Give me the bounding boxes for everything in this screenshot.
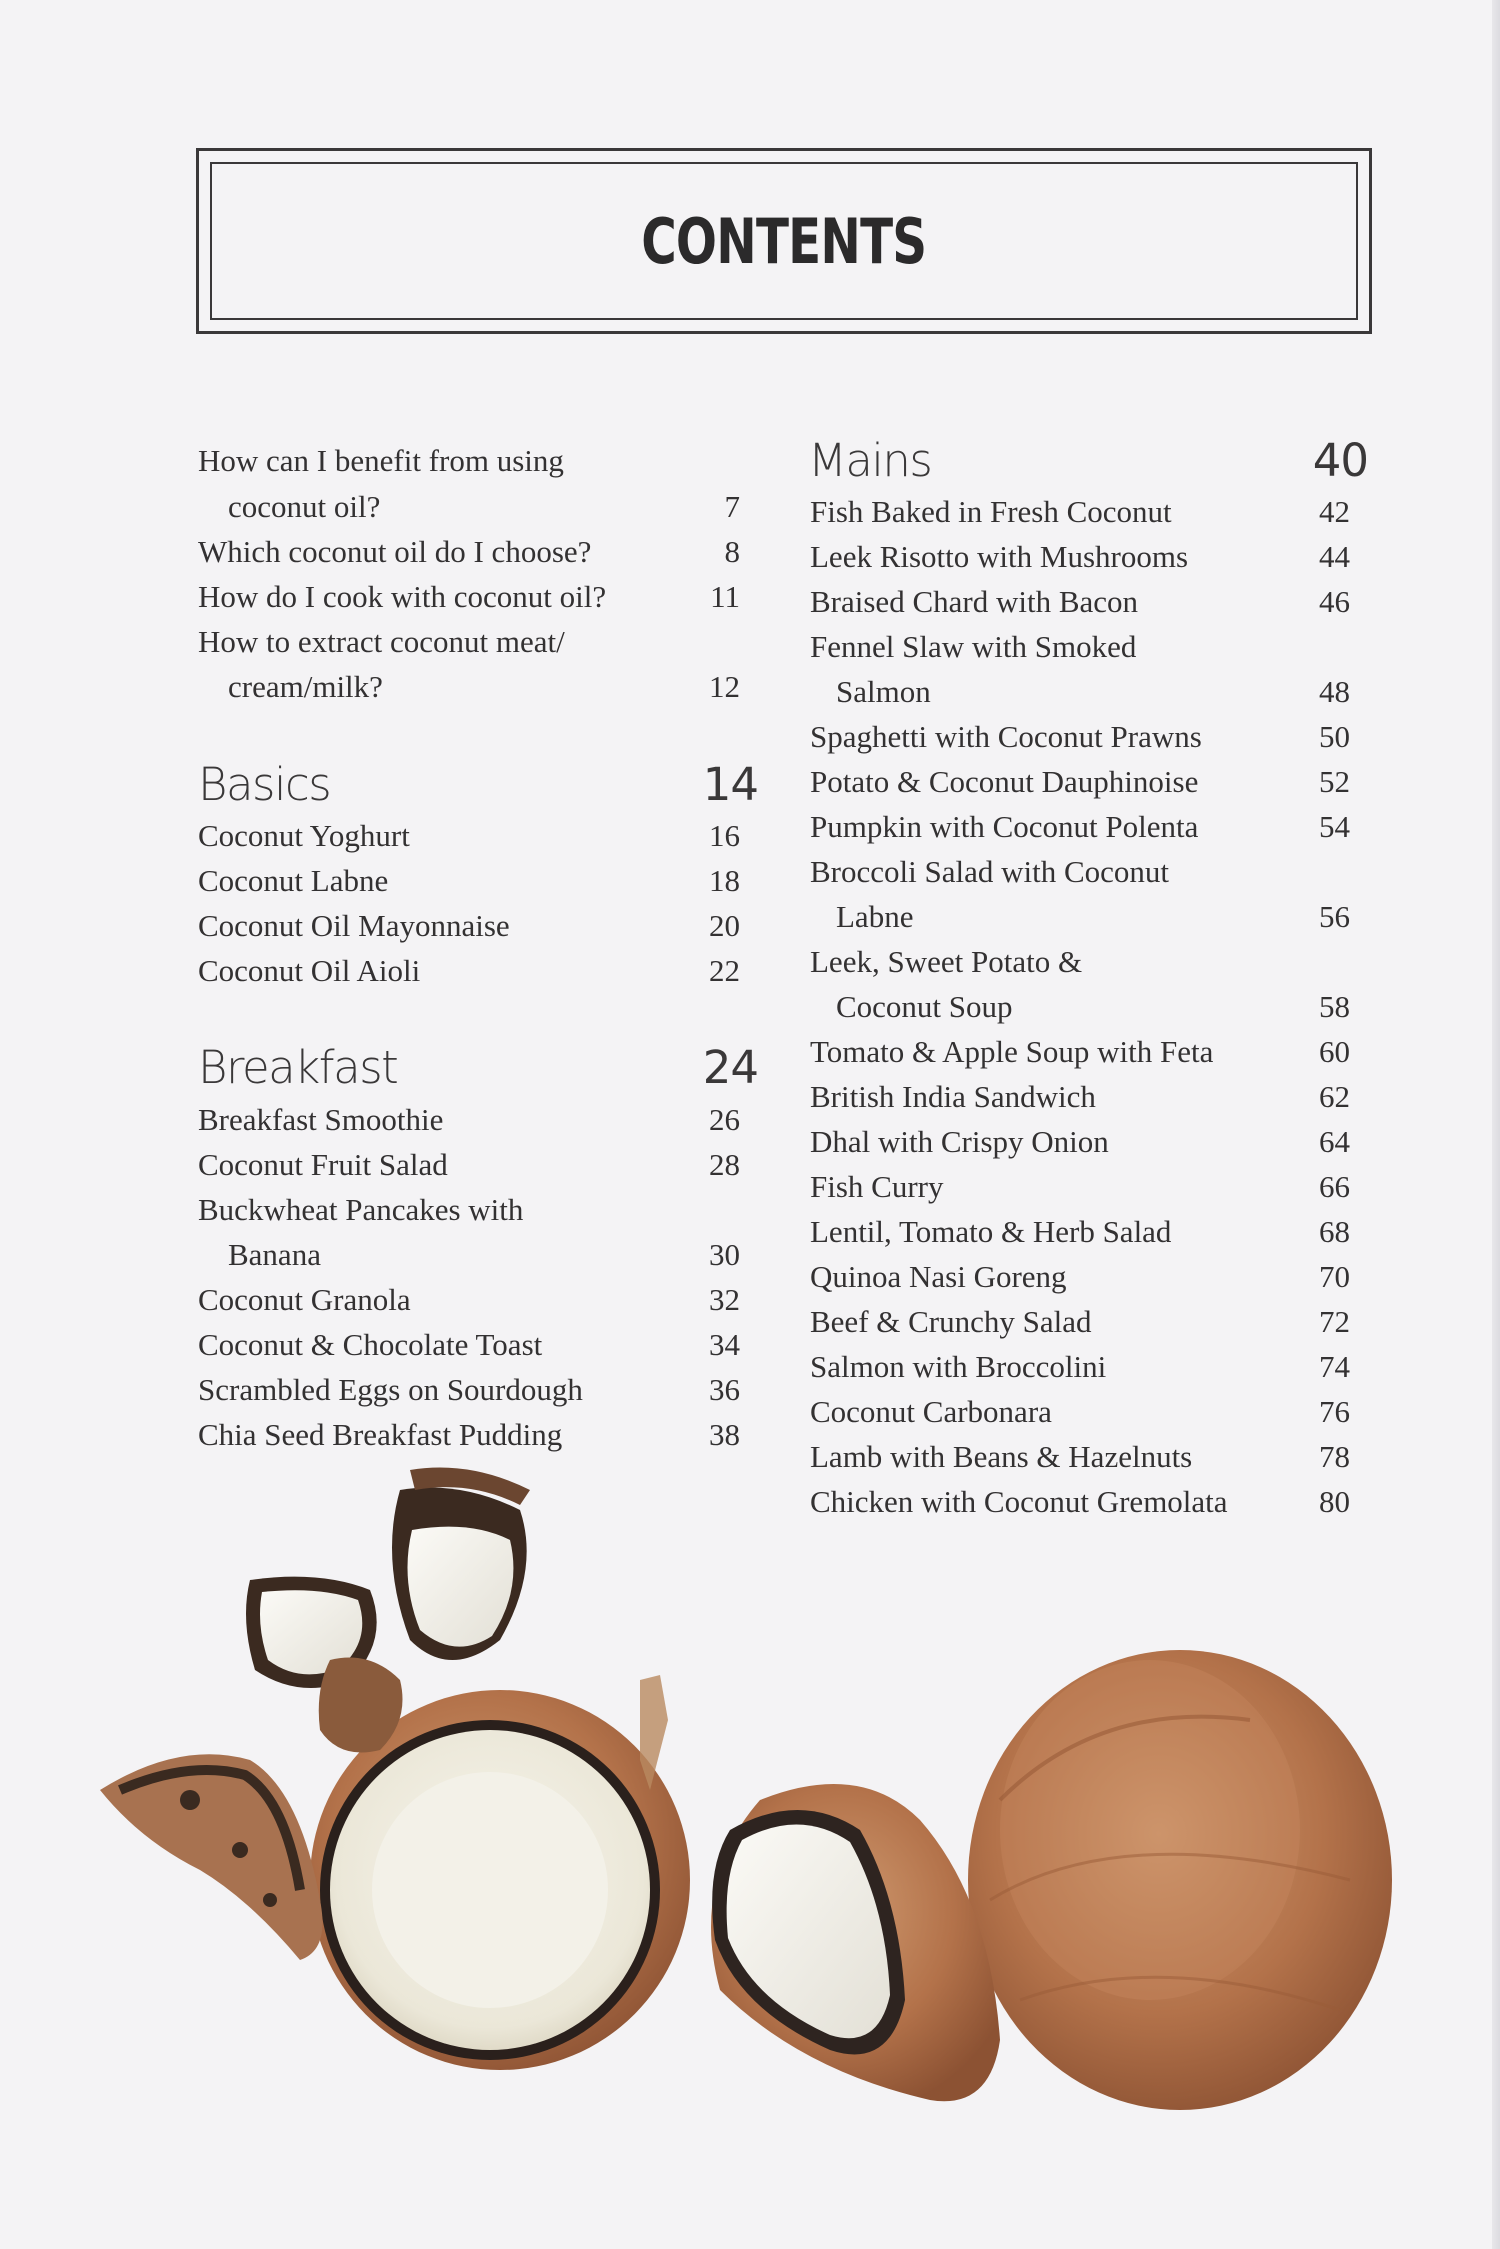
toc-page-number: 56 (1319, 899, 1350, 934)
toc-entry-line[interactable]: Spaghetti with Coconut Prawns (810, 719, 1202, 754)
coconut-half-tilted (711, 1784, 1000, 2101)
section-page-number: 14 (702, 758, 758, 811)
toc-page-number: 66 (1319, 1169, 1350, 1204)
toc-entry-line[interactable]: Buckwheat Pancakes with (198, 1192, 524, 1227)
toc-entry-line[interactable]: Banana (228, 1237, 321, 1272)
toc-page-number: 50 (1319, 719, 1350, 754)
toc-page-number: 28 (709, 1147, 740, 1182)
shell-fragment (100, 1754, 323, 1960)
toc-page-number: 74 (1319, 1349, 1350, 1384)
toc-page-number: 62 (1319, 1079, 1350, 1114)
toc-page-number: 8 (724, 534, 740, 569)
toc-entry-line[interactable]: Coconut Granola (198, 1282, 411, 1317)
toc-entry-line[interactable]: Which coconut oil do I choose? (198, 534, 592, 569)
toc-page-number: 12 (709, 669, 740, 704)
toc-page-number: 78 (1319, 1439, 1350, 1474)
toc-entry-line[interactable]: How can I benefit from using (198, 443, 564, 478)
toc-entry-line[interactable]: Broccoli Salad with Coconut (810, 854, 1170, 889)
toc-page-number: 7 (724, 489, 740, 524)
toc-page-number: 16 (709, 818, 740, 853)
section-heading-basics[interactable]: Basics (198, 758, 331, 811)
section-page-number: 40 (1312, 434, 1368, 487)
toc-page-number: 34 (709, 1327, 740, 1362)
whole-coconut (968, 1650, 1392, 2110)
toc-entry-line[interactable]: Tomato & Apple Soup with Feta (810, 1034, 1214, 1069)
toc-entry-line[interactable]: Chia Seed Breakfast Pudding (198, 1417, 563, 1452)
toc-page-number: 70 (1319, 1259, 1350, 1294)
toc-entry-line[interactable]: Coconut Labne (198, 863, 389, 898)
toc-page-number: 11 (710, 579, 740, 614)
toc-entry-line[interactable]: Coconut & Chocolate Toast (198, 1327, 543, 1362)
section-page-number: 24 (702, 1041, 758, 1094)
toc-page-number: 48 (1319, 674, 1350, 709)
toc-entry-line[interactable]: Fish Baked in Fresh Coconut (810, 494, 1172, 529)
toc-entry-line[interactable]: Chicken with Coconut Gremolata (810, 1484, 1228, 1519)
toc-entry-line[interactable]: Quinoa Nasi Goreng (810, 1259, 1067, 1294)
page-title: CONTENTS (641, 204, 927, 278)
toc-entry-line[interactable]: Beef & Crunchy Salad (810, 1304, 1092, 1339)
toc-page-number: 46 (1319, 584, 1350, 619)
toc-entry-line[interactable]: Coconut Fruit Salad (198, 1147, 448, 1182)
toc-entry-line[interactable]: Coconut Carbonara (810, 1394, 1052, 1429)
toc-page-number: 80 (1319, 1484, 1350, 1519)
toc-entry-line[interactable]: British India Sandwich (810, 1079, 1096, 1114)
toc-page-number: 18 (709, 863, 740, 898)
toc-entry-line[interactable]: How do I cook with coconut oil? (198, 579, 607, 614)
toc-entry-line[interactable]: Dhal with Crispy Onion (810, 1124, 1109, 1159)
toc-entry-line[interactable]: Lamb with Beans & Hazelnuts (810, 1439, 1193, 1474)
toc-entry-line[interactable]: Coconut Yoghurt (198, 818, 410, 853)
toc-page-number: 60 (1319, 1034, 1350, 1069)
toc-entry-line[interactable]: Coconut Oil Aioli (198, 953, 421, 988)
toc-page-number: 38 (709, 1417, 740, 1452)
toc-entry-line[interactable]: Potato & Coconut Dauphinoise (810, 764, 1199, 799)
toc-entry-line[interactable]: cream/milk? (228, 669, 383, 704)
toc-page-number: 72 (1319, 1304, 1350, 1339)
toc-page-number: 68 (1319, 1214, 1350, 1249)
toc-page-number: 32 (709, 1282, 740, 1317)
toc-entry-line[interactable]: coconut oil? (228, 489, 381, 524)
toc-entry-line[interactable]: Breakfast Smoothie (198, 1102, 444, 1137)
section-heading-mains[interactable]: Mains (808, 434, 932, 487)
toc-page-number: 20 (709, 908, 740, 943)
toc-entry-line[interactable]: Braised Chard with Bacon (810, 584, 1139, 619)
toc-entry-line[interactable]: Coconut Soup (836, 989, 1013, 1024)
toc-page-number: 58 (1319, 989, 1350, 1024)
toc-entry-line[interactable]: Coconut Oil Mayonnaise (198, 908, 510, 943)
toc-entry-line[interactable]: Leek, Sweet Potato & (810, 944, 1083, 979)
toc-page-number: 76 (1319, 1394, 1350, 1429)
toc-entry-line[interactable]: Salmon (836, 674, 931, 709)
toc-page-number: 42 (1319, 494, 1350, 529)
toc-entry-line[interactable]: Leek Risotto with Mushrooms (810, 539, 1189, 574)
toc-page-number: 44 (1319, 539, 1350, 574)
toc-entry-line[interactable]: Fennel Slaw with Smoked (810, 629, 1137, 664)
toc-page-number: 52 (1319, 764, 1350, 799)
toc-page-number: 30 (709, 1237, 740, 1272)
toc-page-number: 64 (1319, 1124, 1350, 1159)
toc-entry-line[interactable]: Pumpkin with Coconut Polenta (810, 809, 1199, 844)
toc-page-number: 26 (709, 1102, 740, 1137)
toc-page-number: 36 (709, 1372, 740, 1407)
toc-page-number: 22 (709, 953, 740, 988)
toc-entry-line[interactable]: Salmon with Broccolini (810, 1349, 1107, 1384)
section-heading-breakfast[interactable]: Breakfast (198, 1041, 398, 1094)
toc-entry-line[interactable]: Scrambled Eggs on Sourdough (198, 1372, 583, 1407)
toc-entry-line[interactable]: Fish Curry (810, 1169, 944, 1204)
toc-page-number: 54 (1319, 809, 1350, 844)
toc-entry-line[interactable]: Labne (836, 899, 914, 934)
toc-entry-line[interactable]: Lentil, Tomato & Herb Salad (810, 1214, 1172, 1249)
toc-entry-line[interactable]: How to extract coconut meat/ (198, 624, 565, 659)
